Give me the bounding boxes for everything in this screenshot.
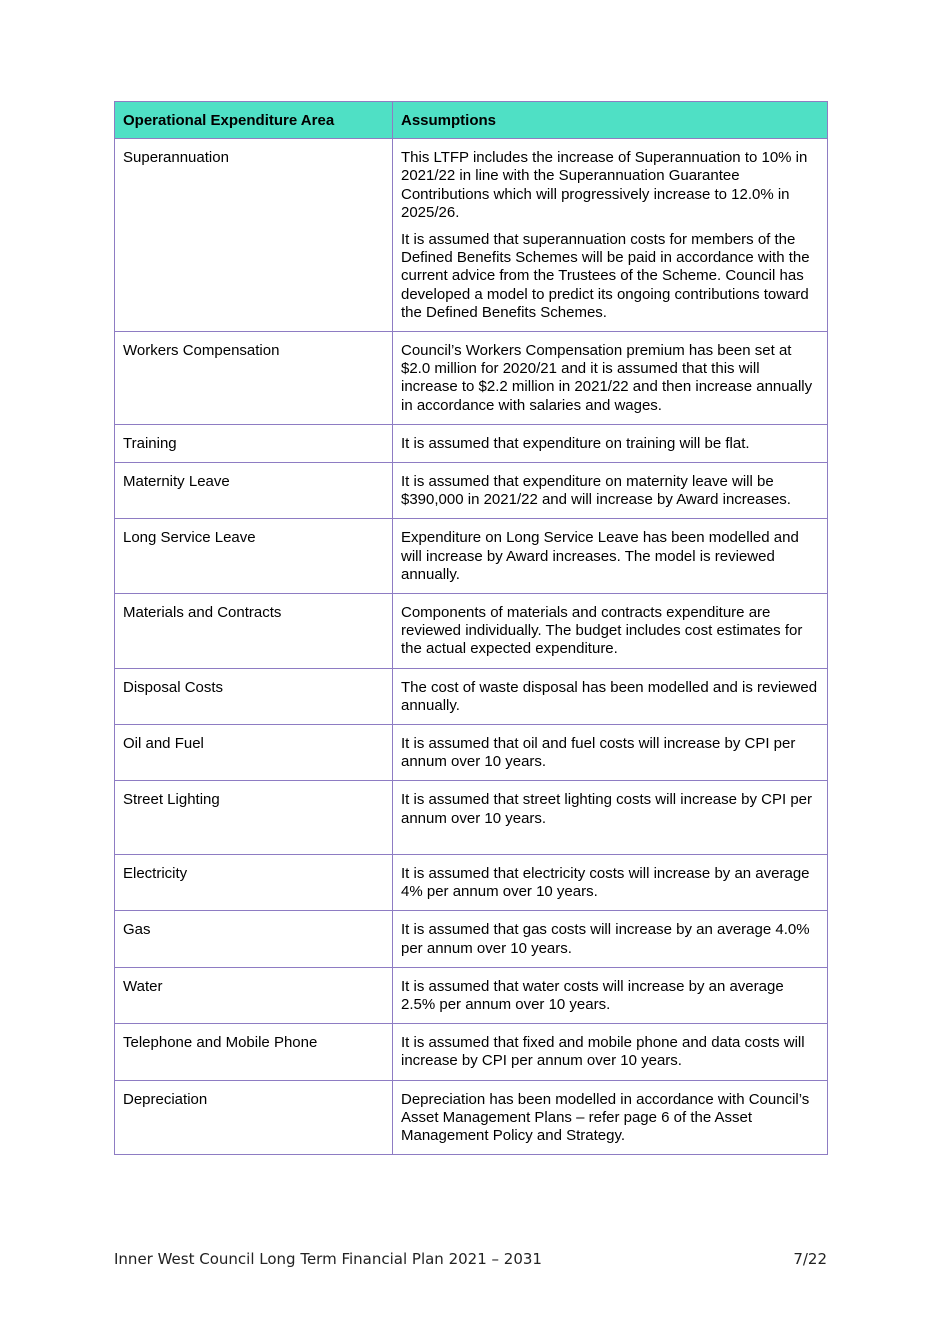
- footer-page-number: 7/22: [793, 1250, 827, 1268]
- assumption-text: It is assumed that fixed and mobile phone and data costs will increase by CPI per annum over 10 years.: [401, 1034, 805, 1070]
- area-cell: Superannuation: [115, 139, 393, 332]
- area-cell: Disposal Costs: [115, 668, 393, 724]
- assumption-text: The cost of waste disposal has been modelled and is reviewed annually.: [401, 678, 818, 714]
- assumption-text: It is assumed that gas costs will increase by an average 4.0% per annum over 10 years.: [401, 921, 810, 957]
- assumptions-cell: [393, 1080, 828, 1155]
- area-cell: Water: [115, 967, 393, 1023]
- table-row: [115, 781, 828, 854]
- assumption-text: It is assumed that superannuation costs for members of the Defined Benefits Schemes will be paid in accordance with the current advice from the Trustees of the Scheme. Council has developed a model to predict its ongoing contributions toward the Defined Benefits Schemes.: [401, 231, 810, 321]
- assumptions-cell: [393, 463, 828, 519]
- column-header-area: Operational Expenditure Area: [115, 102, 393, 139]
- assumption-text: It is assumed that oil and fuel costs will increase by CPI per annum over 10 years.: [401, 735, 796, 771]
- table-row: [115, 668, 828, 724]
- assumptions-cell: [393, 594, 828, 669]
- assumption-text: It is assumed that expenditure on training will be flat.: [401, 434, 750, 452]
- table-row: [115, 725, 828, 781]
- table-row: [115, 463, 828, 519]
- assumptions-cell: [393, 668, 828, 724]
- table-row: [115, 594, 828, 669]
- area-cell: Training: [115, 424, 393, 462]
- footer-document-title: Inner West Council Long Term Financial Plan 2021 – 2031: [114, 1250, 542, 1268]
- assumption-text: Council’s Workers Compensation premium has been set at $2.0 million for 2020/21 and it is assumed that this will increase to $2.2 million in 2021/22 and then increase annually in accordance with salaries and wages.: [401, 342, 813, 414]
- expenditure-assumptions-table: [114, 101, 828, 1155]
- table-row: [115, 1080, 828, 1155]
- area-cell: Street Lighting: [115, 781, 393, 854]
- assumptions-cell: [393, 139, 828, 332]
- table-row: [115, 519, 828, 594]
- assumption-text: Components of materials and contracts expenditure are reviewed individually. The budget includes cost estimates for the actual expected expenditure.: [401, 604, 803, 658]
- assumption-text: It is assumed that electricity costs will increase by an average 4% per annum over 10 years.: [401, 864, 810, 901]
- table-row: [115, 854, 828, 910]
- assumption-text: It is assumed that expenditure on maternity leave will be $390,000 in 2021/22 and will increase by Award increases.: [401, 473, 791, 509]
- area-cell: Telephone and Mobile Phone: [115, 1024, 393, 1080]
- area-cell: Materials and Contracts: [115, 594, 393, 669]
- table-row: [115, 332, 828, 425]
- table-row: [115, 911, 828, 967]
- area-cell: Workers Compensation: [115, 332, 393, 425]
- assumptions-cell: [393, 424, 828, 462]
- assumptions-cell: [393, 967, 828, 1023]
- assumption-text: Expenditure on Long Service Leave has been modelled and will increase by Award increases. The model is reviewed annually.: [401, 529, 799, 583]
- assumptions-cell: [393, 725, 828, 781]
- assumption-text: It is assumed that street lighting costs will increase by CPI per annum over 10 years.: [401, 791, 813, 827]
- assumption-text: This LTFP includes the increase of Superannuation to 10% in 2021/22 in line with the Superannuation Guarantee Contributions which will progressively increase to 12.0% in 2025/26.: [401, 149, 808, 221]
- area-cell: Electricity: [115, 854, 393, 910]
- assumption-text: Depreciation has been modelled in accordance with Council’s Asset Management Plans – refer page 6 of the Asset Management Policy and Strategy.: [401, 1090, 810, 1144]
- assumptions-cell: [393, 332, 828, 425]
- table-row: [115, 139, 828, 332]
- assumption-text: It is assumed that water costs will increase by an average 2.5% per annum over 10 years.: [401, 977, 784, 1013]
- table-row: [115, 967, 828, 1023]
- assumptions-cell: [393, 781, 828, 854]
- assumptions-cell: [393, 911, 828, 967]
- area-cell: Long Service Leave: [115, 519, 393, 594]
- assumptions-cell: [393, 854, 828, 910]
- area-cell: Gas: [115, 911, 393, 967]
- area-cell: Oil and Fuel: [115, 725, 393, 781]
- column-header-assumptions: Assumptions: [393, 102, 828, 139]
- table-row: [115, 1024, 828, 1080]
- area-cell: Depreciation: [115, 1080, 393, 1155]
- assumptions-cell: [393, 1024, 828, 1080]
- table-header-row: [115, 102, 828, 139]
- table-row: [115, 424, 828, 462]
- assumptions-cell: [393, 519, 828, 594]
- area-cell: Maternity Leave: [115, 463, 393, 519]
